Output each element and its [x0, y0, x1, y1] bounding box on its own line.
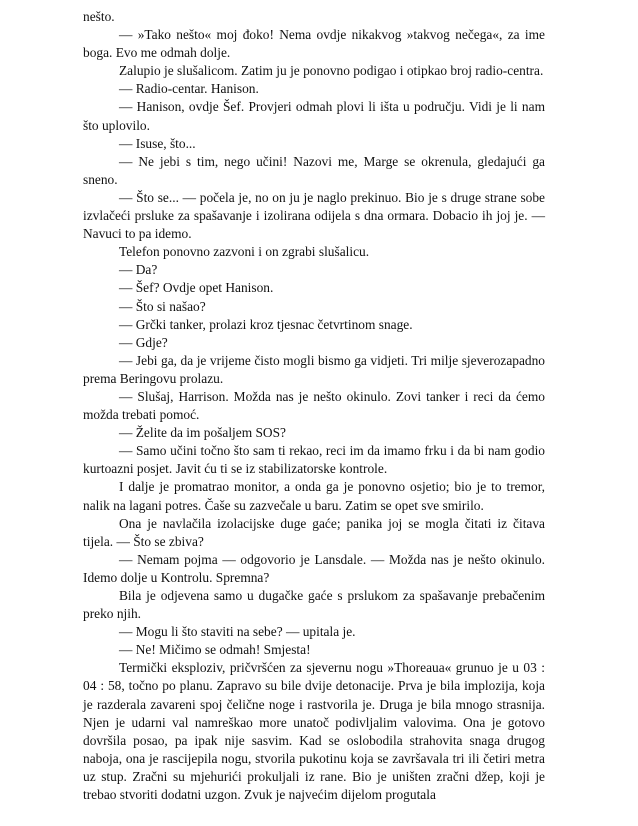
- dialogue-paragraph: — Nemam pojma — odgovorio je Lansdale. — Možda nas je nešto okinulo. Idemo dolje u Kontrolu. Spremna?: [83, 551, 545, 585]
- dialogue-paragraph: — Slušaj, Harrison. Možda nas je nešto okinulo. Zovi tanker i reci da ćemo možda trebati pomoć.: [83, 388, 545, 423]
- dialogue-paragraph: — Mogu li što staviti na sebe? — upitala je.: [119, 624, 356, 640]
- dialogue-paragraph: — Želite da im pošaljem SOS?: [119, 425, 286, 441]
- dialogue-paragraph: — Grčki tanker, prolazi kroz tjesnac četvrtinom snage.: [119, 316, 413, 332]
- dialogue-paragraph: — Samo učini točno što sam ti rekao, reci im da imamo frku i da bi nam godio kurtoazni posjet. Javit ću ti se iz stabilizatorske kontrole.: [83, 443, 545, 477]
- dialogue-paragraph: — Isuse, što...: [119, 135, 196, 151]
- dialogue-paragraph: — Šef? Ovdje opet Hanison.: [119, 280, 274, 296]
- dialogue-paragraph: — »Tako nešto« moj đoko! Nema ovdje nikakvog »takvog nečega«, za ime boga. Evo me odmah dolje.: [83, 27, 545, 61]
- paragraph: Ona je navlačila izolacijske duge gaće; panika joj se mogla čitati iz čitava tijela. — Što se zbiva?: [83, 515, 545, 549]
- paragraph: Telefon ponovno zazvoni i on zgrabi slušalicu.: [119, 244, 370, 260]
- paragraph: nešto.: [83, 9, 115, 24]
- dialogue-paragraph: — Što se... — počela je, no on ju je naglo prekinuo. Bio je s druge strane sobe izvlačeći prsluke za spašavanje i izolirana odijela s dna ormara. Dobacio ih joj je. — Navuci to pa idemo.: [83, 189, 545, 242]
- dialogue-paragraph: — Gdje?: [119, 334, 168, 350]
- paragraph: Zalupio je slušalicom. Zatim ju je ponovno podigao i otipkao broj radio-centra.: [119, 63, 544, 79]
- dialogue-paragraph: — Hanison, ovdje Šef. Provjeri odmah plovi li išta u području. Vidi je li nam što uplovilo.: [83, 99, 545, 133]
- dialogue-paragraph: — Što si našao?: [119, 298, 206, 314]
- book-page: [83, 8, 545, 804]
- paragraph: Termički eksploziv, pričvršćen za sjevernu nogu »Thoreaua« grunuo je u 03 : 04 : 58, točno po planu. Zapravo su bile dvije detonacije. Prva je bila implozija, koja je razderala zavareni spoj čelične noge i rastvorila je. Druga je bila mnogo strasnija. Njen je udarni val namreškao more unatoč podivljalim valovima. Ona je gotovo dovršila posao, pa ipak nije sasvim. Kad se oslobodila strahovita snaga drugog naboja, ona je rascijepila nogu, stvorila pukotinu koja se završavala tri ili četiri metra uz stup. Zračni su mjehurići prokuljali iz rane. Bio je uništen zračni džep, koji je trebao stvoriti dodatni uzgon. Zvuk je najvećim dijelom progutala: [83, 660, 545, 803]
- dialogue-paragraph: — Ne! Mičimo se odmah! Smjesta!: [119, 642, 311, 658]
- dialogue-paragraph: — Ne jebi s tim, nego učini! Nazovi me, Marge se okrenula, gledajući ga sneno.: [83, 153, 545, 187]
- paragraph: Bila je odjevena samo u dugačke gaće s prslukom za spašavanje prebačenim preko njih.: [83, 588, 545, 622]
- dialogue-paragraph: — Radio-centar. Hanison.: [119, 81, 259, 97]
- paragraph: I dalje je promatrao monitor, a onda ga je ponovno osjetio; bio je to tremor, nalik na lagani potres. Čaše su zazvečale u baru. Zatim se opet sve smirilo.: [83, 479, 545, 513]
- dialogue-paragraph: — Da?: [119, 262, 158, 278]
- dialogue-paragraph: — Jebi ga, da je vrijeme čisto mogli bismo ga vidjeti. Tri milje sjeverozapadno prema Beringovu prolazu.: [83, 352, 545, 386]
